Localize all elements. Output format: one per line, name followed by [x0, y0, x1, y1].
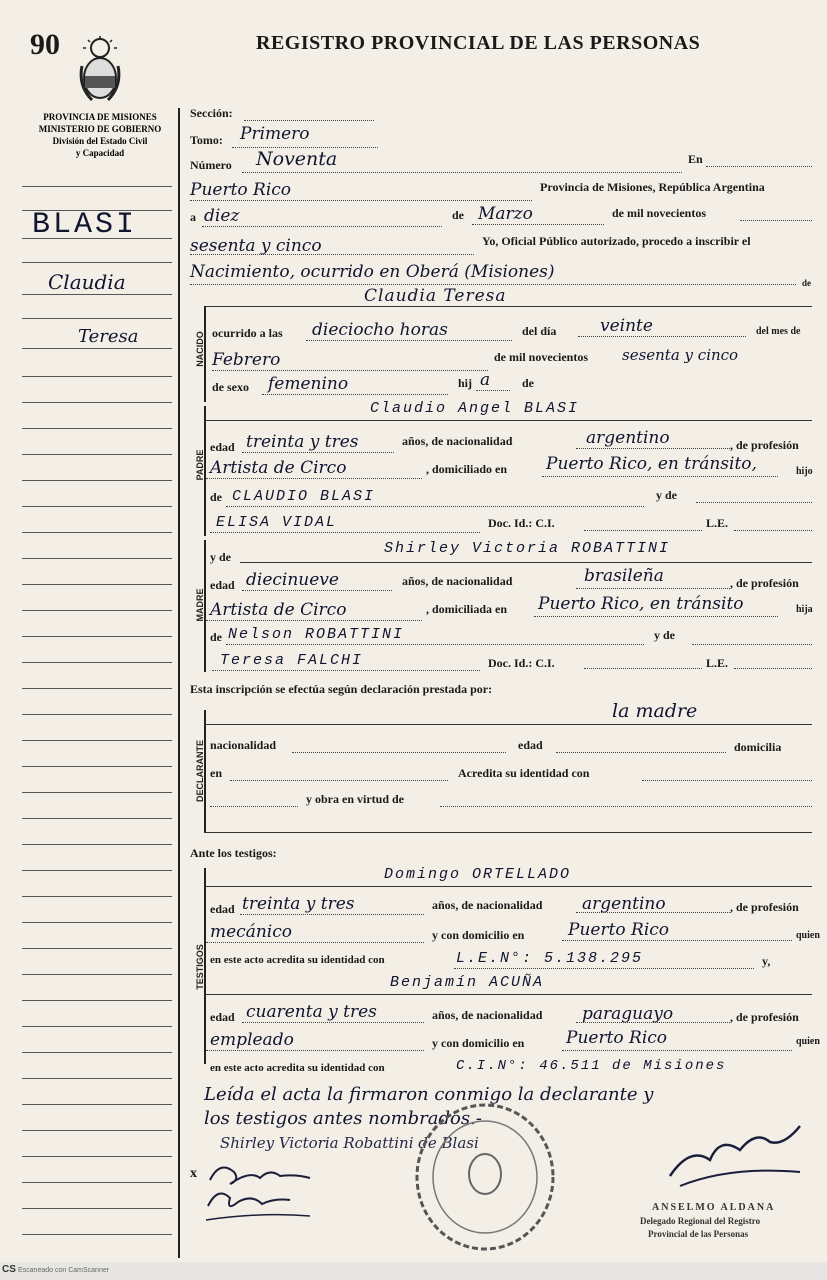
- madre-edad-value: diecinueve: [246, 570, 339, 590]
- dia-value: veinte: [600, 316, 653, 336]
- closing-line-2: los testigos antes nombrados.-: [204, 1108, 482, 1129]
- t2-quien-label: quien: [796, 1036, 820, 1047]
- testigos-label: Ante los testigos:: [190, 846, 277, 860]
- declarante-dom-label: domicilia: [734, 740, 782, 754]
- declarante-edad-label: edad: [518, 738, 543, 752]
- maternal-grandfather-value: Nelson ROBATTINI: [228, 626, 405, 643]
- nacido-de-label: de: [522, 376, 534, 390]
- mil-text: de mil novecientos: [612, 206, 706, 220]
- t2-dom-value: Puerto Rico: [566, 1028, 668, 1048]
- section-label-madre: MADRE: [195, 588, 205, 622]
- t1-prof-label: , de profesión: [730, 900, 799, 914]
- padre-doc-label: Doc. Id.: C.I.: [488, 516, 555, 530]
- margin-name-1: Claudia: [48, 270, 126, 294]
- madre-prof-value: Artista de Circo: [210, 600, 347, 620]
- madre-doc-label: Doc. Id.: C.I.: [488, 656, 555, 670]
- x-mark: x: [190, 1166, 197, 1181]
- padre-de-label: de: [210, 490, 222, 504]
- padre-nac-value: argentino: [586, 428, 670, 448]
- institution-line: y Capacidad: [75, 148, 125, 158]
- scanner-app-badge: CS: [2, 1264, 16, 1275]
- official-signature-icon: [660, 1116, 810, 1196]
- t2-edad-label: edad: [210, 1010, 235, 1024]
- seccion-label: Sección:: [190, 106, 233, 120]
- madre-yde-label: y de: [210, 550, 231, 564]
- institution-line: PROVINCIA DE MISIONES: [43, 112, 157, 122]
- de-end-label: de: [802, 278, 811, 288]
- section-label-testigos: TESTIGOS: [195, 944, 205, 990]
- mother-name-value: Shirley Victoria ROBATTINI: [384, 540, 671, 557]
- t2-nac-label: años, de nacionalidad: [432, 1008, 543, 1022]
- padre-prof-value: Artista de Circo: [210, 458, 347, 478]
- declarante-value: la madre: [612, 700, 698, 722]
- tomo-label: Tomo:: [190, 133, 223, 147]
- padre-prof-label: , de profesión: [730, 438, 799, 452]
- t2-id-value: C.I.N°: 46.511 de Misiones: [456, 1058, 727, 1074]
- hour-value: dieciocho horas: [312, 320, 448, 340]
- record-number: 90: [30, 28, 60, 61]
- madre-edad-label: edad: [210, 578, 235, 592]
- day-value: diez: [204, 206, 240, 226]
- hij-label: hij: [458, 376, 473, 390]
- numero-label: Número: [190, 158, 232, 172]
- scanner-footer: [0, 1262, 827, 1280]
- margin-surname: BLASI: [32, 208, 138, 242]
- institution-line: División del Estado Civil: [52, 136, 148, 146]
- t2-prof-label: , de profesión: [730, 1010, 799, 1024]
- t1-quien-label: quien: [796, 930, 820, 941]
- madre-nac-value: brasileña: [584, 566, 664, 586]
- hijo-label: hijo: [796, 466, 813, 477]
- declarante-statement: Esta inscripción se efectúa según declaración prestada por:: [190, 682, 493, 696]
- hija-label: hija: [796, 604, 813, 615]
- madre-dom-label: , domiciliada en: [426, 602, 508, 616]
- sexo-value: femenino: [268, 374, 349, 394]
- declarante-acredita-label: Acredita su identidad con: [458, 766, 590, 780]
- padre-dom-label: , domiciliado en: [426, 462, 508, 476]
- sexo-label: de sexo: [212, 380, 249, 394]
- witness2-name-value: Benjamín ACUÑA: [390, 974, 545, 991]
- t1-dom-label: y con domicilio en: [432, 928, 525, 942]
- t2-edad-value: cuarenta y tres: [246, 1002, 377, 1022]
- madre-le-label: L.E.: [706, 656, 729, 670]
- birth-year-value: sesenta y cinco: [622, 346, 739, 364]
- t1-nac-value: argentino: [582, 894, 666, 914]
- nacido-mil-text: de mil novecientos: [494, 350, 588, 364]
- padre-nac-label: años, de nacionalidad: [402, 434, 513, 448]
- paternal-grandmother-value: ELISA VIDAL: [216, 514, 338, 531]
- father-name-value: Claudio Angel BLASI: [370, 400, 580, 417]
- t2-acto-label: en este acto acredita su identidad con: [210, 1062, 385, 1074]
- madre-de-label: de: [210, 630, 222, 644]
- witness1-name-value: Domingo ORTELLADO: [384, 866, 572, 883]
- padre-dom-value: Puerto Rico, en tránsito,: [546, 454, 757, 474]
- year-value: sesenta y cinco: [190, 236, 322, 256]
- padre-le-label: L.E.: [706, 516, 729, 530]
- closing-line-1: Leída el acta la firmaron conmigo la declarante y: [204, 1084, 654, 1105]
- city-value: Puerto Rico: [190, 180, 292, 200]
- t2-dom-label: y con domicilio en: [432, 1036, 525, 1050]
- month-value: Marzo: [478, 204, 533, 224]
- madre-nac-label: años, de nacionalidad: [402, 574, 513, 588]
- margin-name-2: Teresa: [78, 326, 139, 347]
- t1-prof-value: mecánico: [210, 922, 292, 942]
- section-label-nacido: NACIDO: [195, 331, 205, 367]
- section-label-declarante: DECLARANTE: [195, 740, 205, 802]
- tomo-value: Primero: [240, 124, 310, 144]
- madre-dom-value: Puerto Rico, en tránsito: [538, 594, 744, 614]
- t1-y-label: y,: [762, 954, 771, 968]
- dia-label: del día: [522, 324, 557, 338]
- declarante-en-label: en: [210, 766, 222, 780]
- scanner-footer-text: Escaneado con CamScanner: [18, 1267, 110, 1274]
- t1-acto-label: en este acto acredita su identidad con: [210, 954, 385, 966]
- madre-prof-label: , de profesión: [730, 576, 799, 590]
- document-title: REGISTRO PROVINCIAL DE LAS PERSONAS: [256, 32, 701, 54]
- t1-edad-value: treinta y tres: [242, 894, 355, 914]
- official-role-2: Provincial de las Personas: [648, 1229, 749, 1239]
- t1-dom-value: Puerto Rico: [568, 920, 670, 940]
- province-text: Provincia de Misiones, República Argentina: [540, 180, 765, 194]
- en-label: En: [688, 152, 703, 166]
- paternal-grandfather-value: CLAUDIO BLASI: [232, 488, 376, 505]
- t2-prof-value: empleado: [210, 1030, 294, 1050]
- witness-signature-icon: [200, 1150, 320, 1230]
- official-name: ANSELMO ALDANA: [652, 1202, 776, 1213]
- mother-signature: Shirley Victoria Robattini de Blasi: [220, 1134, 479, 1152]
- padre-edad-value: treinta y tres: [246, 432, 359, 452]
- section-label-padre: PADRE: [195, 449, 205, 481]
- birth-month-value: Febrero: [212, 350, 281, 370]
- institution-block: [22, 111, 178, 159]
- mes-label: del mes de: [756, 326, 801, 337]
- act-value: Nacimiento, ocurrido en Oberá (Misiones): [190, 262, 555, 282]
- t1-nac-label: años, de nacionalidad: [432, 898, 543, 912]
- madre-yde2-label: y de: [654, 628, 675, 642]
- t1-edad-label: edad: [210, 902, 235, 916]
- t1-id-value: L.E.N°: 5.138.295: [456, 950, 644, 967]
- padre-yde-label: y de: [656, 488, 677, 502]
- declarante-nac-label: nacionalidad: [210, 738, 277, 752]
- numero-value: Noventa: [256, 148, 338, 170]
- de-label: de: [452, 208, 464, 222]
- a-label: a: [190, 210, 196, 224]
- t2-nac-value: paraguayo: [582, 1004, 674, 1024]
- officer-text: Yo, Oficial Público autorizado, procedo a inscribir el: [482, 234, 751, 248]
- hij-value: a: [480, 370, 491, 390]
- institution-line: MINISTERIO DE GOBIERNO: [38, 124, 162, 134]
- padre-edad-label: edad: [210, 440, 235, 454]
- official-seal-icon: [412, 1102, 558, 1252]
- declarante-obra-label: y obra en virtud de: [306, 792, 405, 806]
- child-name-value: Claudia Teresa: [364, 286, 507, 306]
- margin-divider: [178, 108, 180, 1258]
- coat-of-arms-icon: [78, 36, 122, 104]
- ocurrido-label: ocurrido a las: [212, 326, 283, 340]
- maternal-grandmother-value: Teresa FALCHI: [220, 652, 364, 669]
- official-role-1: Delegado Regional del Registro: [640, 1216, 761, 1226]
